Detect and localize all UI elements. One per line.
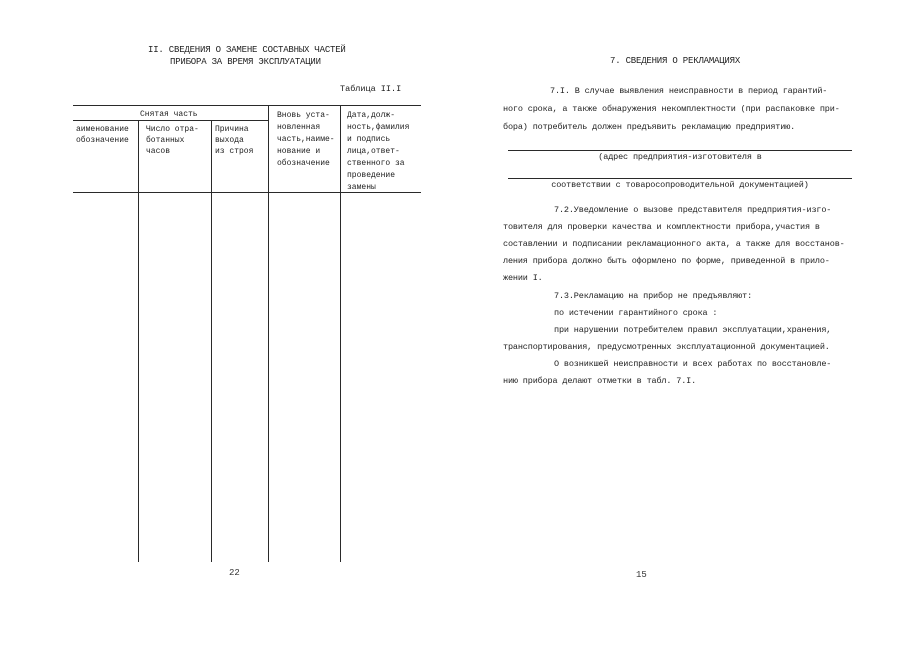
- paragraph-line: 7.3.Рекламацию на прибор не предъявляют:: [554, 291, 753, 301]
- table-header-col-5-line: Дата,долж-: [347, 111, 396, 120]
- table-header-col-3-line: выхода: [215, 136, 244, 145]
- paragraph-line: нию прибора делают отметки в табл. 7.I.: [503, 376, 697, 386]
- paragraph-line: при нарушении потребителем правил эксплуатации,хранения,: [554, 325, 832, 335]
- address-field-line-1: [508, 150, 852, 151]
- left-page-number: 22: [229, 568, 240, 578]
- address-field-caption-2: соответствии с товаросопроводительной документацией): [551, 180, 809, 190]
- paragraph-line: ного срока, а также обнаружения некомплектности (при распаковке при-: [503, 104, 840, 114]
- table-header-col-4-line: часть,наиме-: [277, 135, 335, 144]
- table-group-header: Снятая часть: [140, 110, 198, 119]
- table-header-col-2-line: ботанных: [146, 136, 185, 145]
- table-header-col-5-line: лица,ответ-: [347, 147, 400, 156]
- paragraph-line: 7.I. В случае выявления неисправности в период гарантий-: [550, 86, 828, 96]
- table-label: Таблица II.I: [340, 84, 402, 94]
- paragraph-line: транспортирования, предусмотренных эксплуатационной документацией.: [503, 342, 830, 352]
- table-header-col-5-line: ственного за: [347, 159, 405, 168]
- paragraph-line: О возникшей неисправности и всех работах по восстановле-: [554, 359, 832, 369]
- table-header-col-3-line: Причина: [215, 125, 249, 134]
- table-header-col-4-line: нование и: [277, 147, 321, 156]
- table-header-col-2-line: Число отра-: [146, 125, 199, 134]
- right-page-number: 15: [636, 570, 647, 580]
- address-field-caption-1: (адрес предприятия-изготовителя в: [598, 152, 762, 162]
- left-title-line-2: ПРИБОРА ЗА ВРЕМЯ ЭКСПЛУАТАЦИИ: [170, 57, 321, 67]
- paragraph-line: по истечении гарантийного срока :: [554, 308, 718, 318]
- paragraph-line: бора) потребитель должен предъявить рекламацию предприятию.: [503, 122, 796, 132]
- table-header-col-5-line: замены: [347, 183, 376, 192]
- table-col-divider-3: [268, 105, 269, 562]
- table-top-border: [73, 105, 421, 106]
- paragraph-line: ления прибора должно быть оформлено по форме, приведенной в прило-: [503, 256, 830, 266]
- paragraph-line: 7.2.Уведомление о вызове представителя предприятия-изго-: [554, 205, 832, 215]
- table-header-col-1-line: обозначение: [76, 136, 129, 145]
- table-header-col-4-line: Вновь уста-: [277, 111, 330, 120]
- table-header-col-2-line: часов: [146, 147, 171, 156]
- table-header-col-3-line: из строя: [215, 147, 254, 156]
- table-header-col-4-line: новленная: [277, 123, 321, 132]
- table-header-col-5-line: и подпись: [347, 135, 391, 144]
- table-header-col-5-line: ность,фамилия: [347, 123, 410, 132]
- paragraph-line: товителя для проверки качества и комплектности прибора,участия в: [503, 222, 820, 232]
- left-title-line-1: II. СВЕДЕНИЯ О ЗАМЕНЕ СОСТАВНЫХ ЧАСТЕЙ: [148, 45, 346, 55]
- table-header-col-4-line: обозначение: [277, 159, 330, 168]
- table-col-divider-1: [138, 120, 139, 562]
- table-header-col-5-line: проведение: [347, 171, 396, 180]
- paragraph-line: жении I.: [503, 273, 543, 283]
- right-page-title: 7. СВЕДЕНИЯ О РЕКЛАМАЦИЯХ: [610, 56, 741, 66]
- table-header-col-1-line: аименование: [76, 125, 129, 134]
- table-group-divider: [73, 120, 268, 121]
- table-col-divider-4: [340, 105, 341, 562]
- table-col-divider-2: [211, 120, 212, 562]
- paragraph-line: составлении и подписании рекламационного акта, а также для восстанов-: [503, 239, 845, 249]
- address-field-line-2: [508, 178, 852, 179]
- right-page: [450, 0, 900, 653]
